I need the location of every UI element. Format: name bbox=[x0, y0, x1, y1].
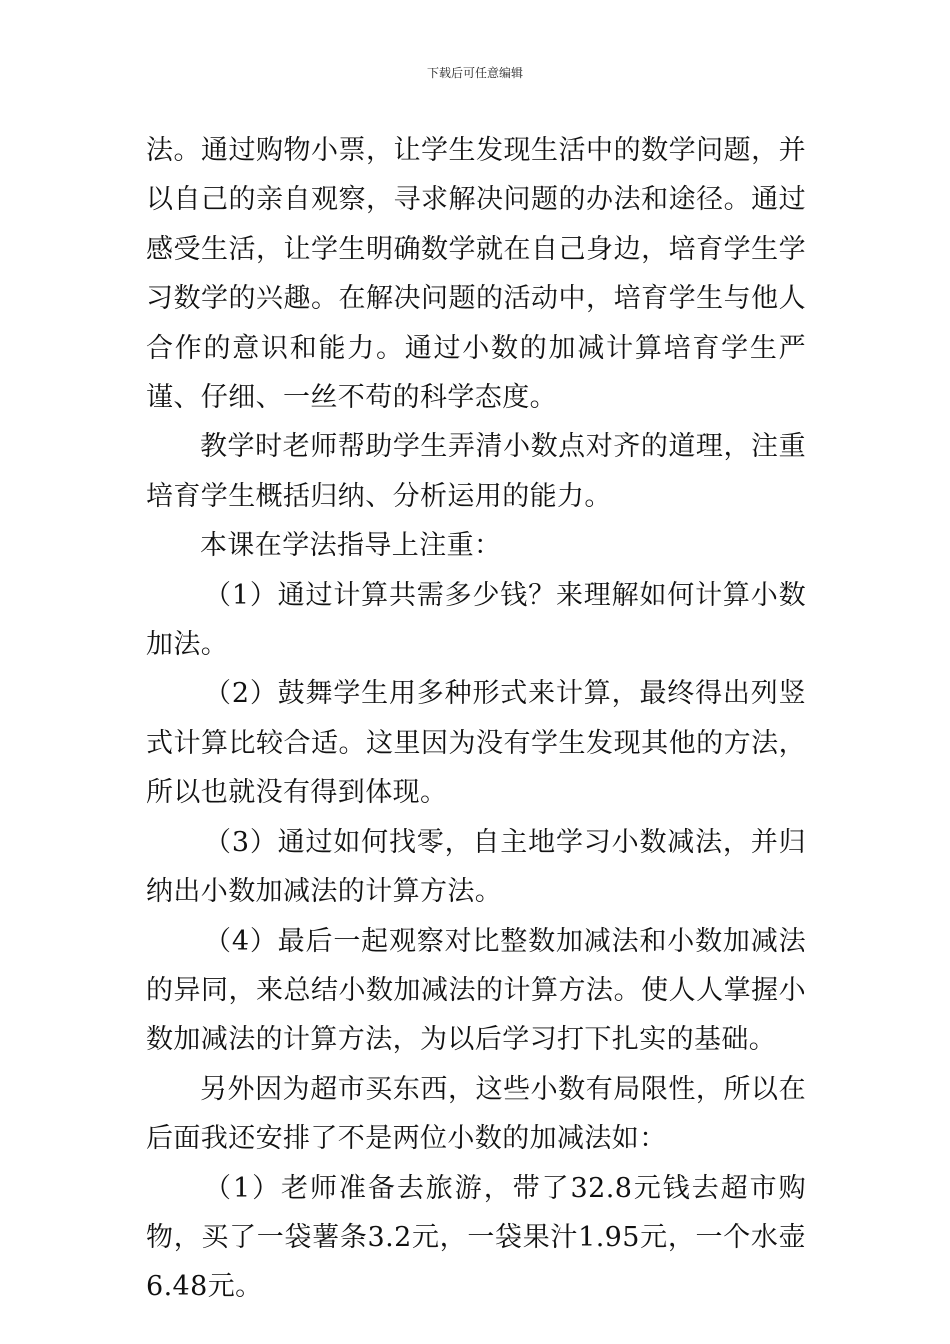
list-item: （1）老师准备去旅游，带了32.8元钱去超市购物，买了一袋薯条3.2元，一袋果汁1.95元，一个水壶6.48元。 bbox=[146, 1172, 806, 1303]
list-item: （3）通过如何找零，自主地学习小数减法，并归纳出小数加减法的计算方法。 bbox=[146, 826, 806, 908]
paragraph: 本课在学法指导上注重： bbox=[200, 530, 502, 562]
list-item: （2）鼓舞学生用多种形式来计算，最终得出列竖式计算比较合适。这里因为没有学生发现其他的方法，所以也就没有得到体现。 bbox=[146, 678, 806, 809]
list-item: （4）最后一起观察对比整数加减法和小数加减法的异同，来总结小数加减法的计算方法。使人人掌握小数加减法的计算方法，为以后学习打下扎实的基础。 bbox=[146, 925, 806, 1056]
list-item: （1）通过计算共需多少钱？来理解如何计算小数加法。 bbox=[146, 579, 806, 661]
document-body bbox=[146, 126, 806, 1312]
page-header: 下载后可任意编辑 bbox=[426, 66, 523, 80]
paragraph: 法。通过购物小票，让学生发现生活中的数学问题，并以自己的亲自观察，寻求解决问题的办法和途径。通过感受生活，让学生明确数学就在自己身边，培育学生学习数学的兴趣。在解决问题的活动中，培育学生与他人合作的意识和能力。通过小数的加减计算培育学生严谨、仔细、一丝不苟的科学态度。 bbox=[146, 135, 806, 414]
paragraph: 教学时老师帮助学生弄清小数点对齐的道理，注重培育学生概括归纳、分析运用的能力。 bbox=[146, 431, 806, 512]
paragraph: 另外因为超市买东西，这些小数有局限性，所以在后面我还安排了不是两位小数的加减法如： bbox=[146, 1073, 806, 1155]
